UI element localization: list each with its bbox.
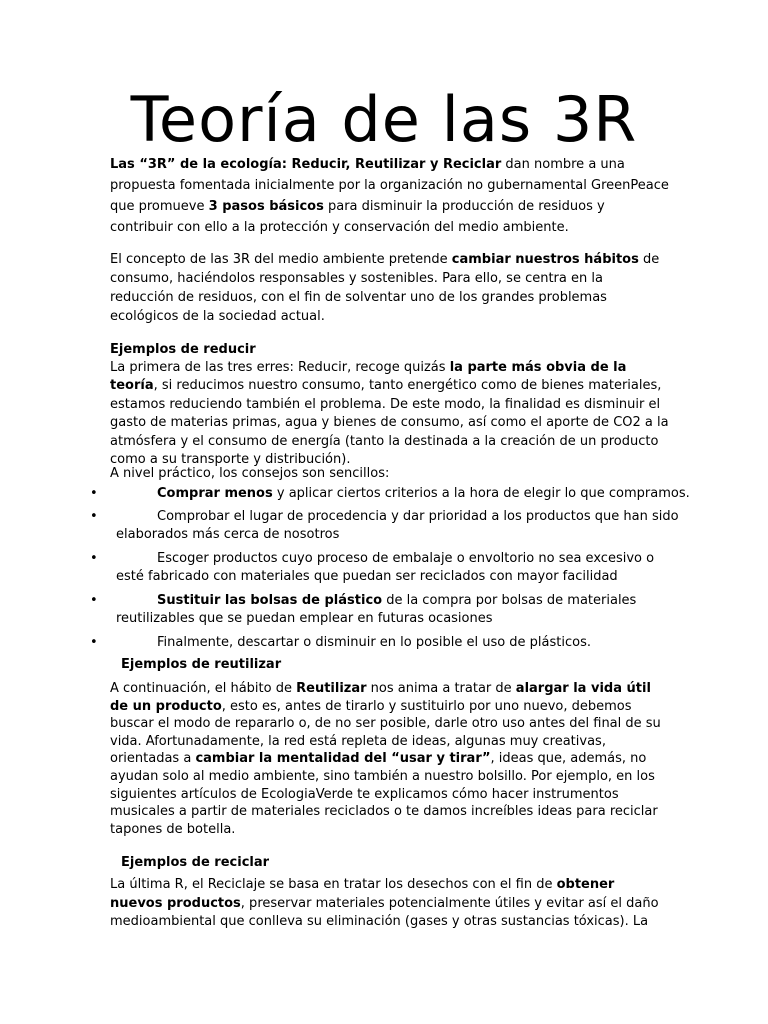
bullet-text: Escoger productos cuyo proceso de embalaje o envoltorio no sea excesivo o (157, 550, 655, 566)
bullet-dot: • (90, 592, 98, 608)
reciclar-text: La última R, el Reciclaje se basa en tratar los desechos con el fin de (110, 877, 557, 892)
reutilizar-text-3: , esto es, antes de tirarlo y sustituirlo por uno nuevo, debemos buscar el modo de repararlo o, de no ser posible, darle otro uso antes del final de su vida. Afortunadamente, la red está repleta de ideas, algunas muy creativas, orientadas a (110, 698, 661, 767)
bullet-dot: • (90, 486, 98, 501)
bullet-bold: Comprar menos (157, 486, 273, 501)
reutilizar-text-2: nos anima a tratar de (366, 681, 516, 696)
bullet-text-line2: elaborados más cerca de nosotros (116, 527, 340, 542)
intro-bold-pasos: 3 pasos básicos (208, 199, 324, 214)
document-title: Teoría de las 3R (130, 83, 638, 156)
bullet-bold: Sustituir las bolsas de plástico (157, 592, 383, 608)
reciclar-paragraph (110, 876, 670, 932)
reutilizar-bold-1: Reutilizar (296, 681, 367, 696)
reutilizar-heading: Ejemplos de reutilizar (121, 657, 282, 672)
bullet-text: Finalmente, descartar o disminuir en lo posible el uso de plásticos. (157, 634, 592, 650)
reducir-paragraph (110, 359, 670, 469)
list-item (0, 592, 768, 629)
intro-bold-3r: Las “3R” de la ecología: Reducir, Reutilizar y Reciclar (110, 157, 502, 172)
reducir-lead: A nivel práctico, los consejos son sencillos: (110, 466, 390, 481)
reciclar-heading: Ejemplos de reciclar (121, 855, 270, 870)
bullet-text: y aplicar ciertos criterios a la hora de elegir lo que compramos. (272, 486, 690, 501)
reducir-bold: la parte más obvia de la teoría (110, 360, 627, 394)
reutilizar-text-4: , ideas que, además, no ayudan solo al medio ambiente, sino también a nuestro bolsillo. Por ejemplo, en los siguientes artículos de EcologiaVerde te explicamos cómo hacer instrumentos musicales a partir de materiales reciclados o te damos increíbles ideas para reciclar tapones de botella. (110, 751, 658, 837)
reducir-text-end: , si reducimos nuestro consumo, tanto energético como de bienes materiales, estamos reduciendo también el problema. De este modo, la finalidad es disminuir el gasto de materias primas, agua y bienes de consumo, así como el aporte de CO2 a la atmósfera y el consumo de energía (tanto la destinada a la creación de un producto como a su transporte y distribución). (110, 378, 669, 468)
reutilizar-text: A continuación, el hábito de (110, 681, 297, 696)
concept-text: El concepto de las 3R del medio ambiente pretende (110, 252, 452, 267)
bullet-text-line2: esté fabricado con materiales que puedan ser reciclados con mayor facilidad (116, 569, 618, 584)
list-item (0, 508, 768, 545)
intro-text-end: para disminuir la producción de residuos y contribuir con ello a la protección y conservación del medio ambiente. (110, 199, 605, 235)
bullet-dot: • (90, 550, 98, 566)
reducir-text: La primera de las tres erres: Reducir, recoge quizás (110, 360, 450, 375)
intro-text: dan nombre a una propuesta fomentada inicialmente por la organización no gubernamental GreenPeace que promueve (110, 157, 669, 214)
reciclar-text-end: , preservar materiales potencialmente útiles y evitar así el daño medioambiental que conlleva su eliminación (gases y otras sustancias tóxicas). La (110, 895, 659, 929)
bullet-text: de la compra por bolsas de materiales (382, 592, 637, 608)
concept-bold: cambiar nuestros hábitos (451, 252, 639, 267)
bullet-text-line2: reutilizables que se puedan emplear en futuras ocasiones (116, 611, 493, 626)
concept-paragraph (110, 250, 670, 326)
list-item (0, 485, 768, 504)
reutilizar-paragraph (110, 680, 670, 838)
bullet-text: Comprobar el lugar de procedencia y dar prioridad a los productos que han sido (157, 508, 679, 524)
reducir-heading: Ejemplos de reducir (110, 342, 256, 357)
concept-text-end: de consumo, haciéndolos responsables y sostenibles. Para ello, se centra en la reducción de residuos, con el fin de solventar uno de los grandes problemas ecológicos de la sociedad actual. (110, 252, 660, 324)
reutilizar-bold-2: alargar la vida útil de un producto (110, 681, 651, 714)
list-item (0, 634, 768, 653)
reducir-bullet-list (0, 485, 768, 656)
reutilizar-bold-3: cambiar la mentalidad del “usar y tirar” (195, 751, 491, 767)
intro-paragraph (110, 154, 670, 238)
list-item (0, 550, 768, 587)
bullet-dot: • (90, 508, 98, 524)
reciclar-bold: obtener nuevos productos (110, 877, 615, 911)
bullet-dot: • (90, 634, 98, 650)
